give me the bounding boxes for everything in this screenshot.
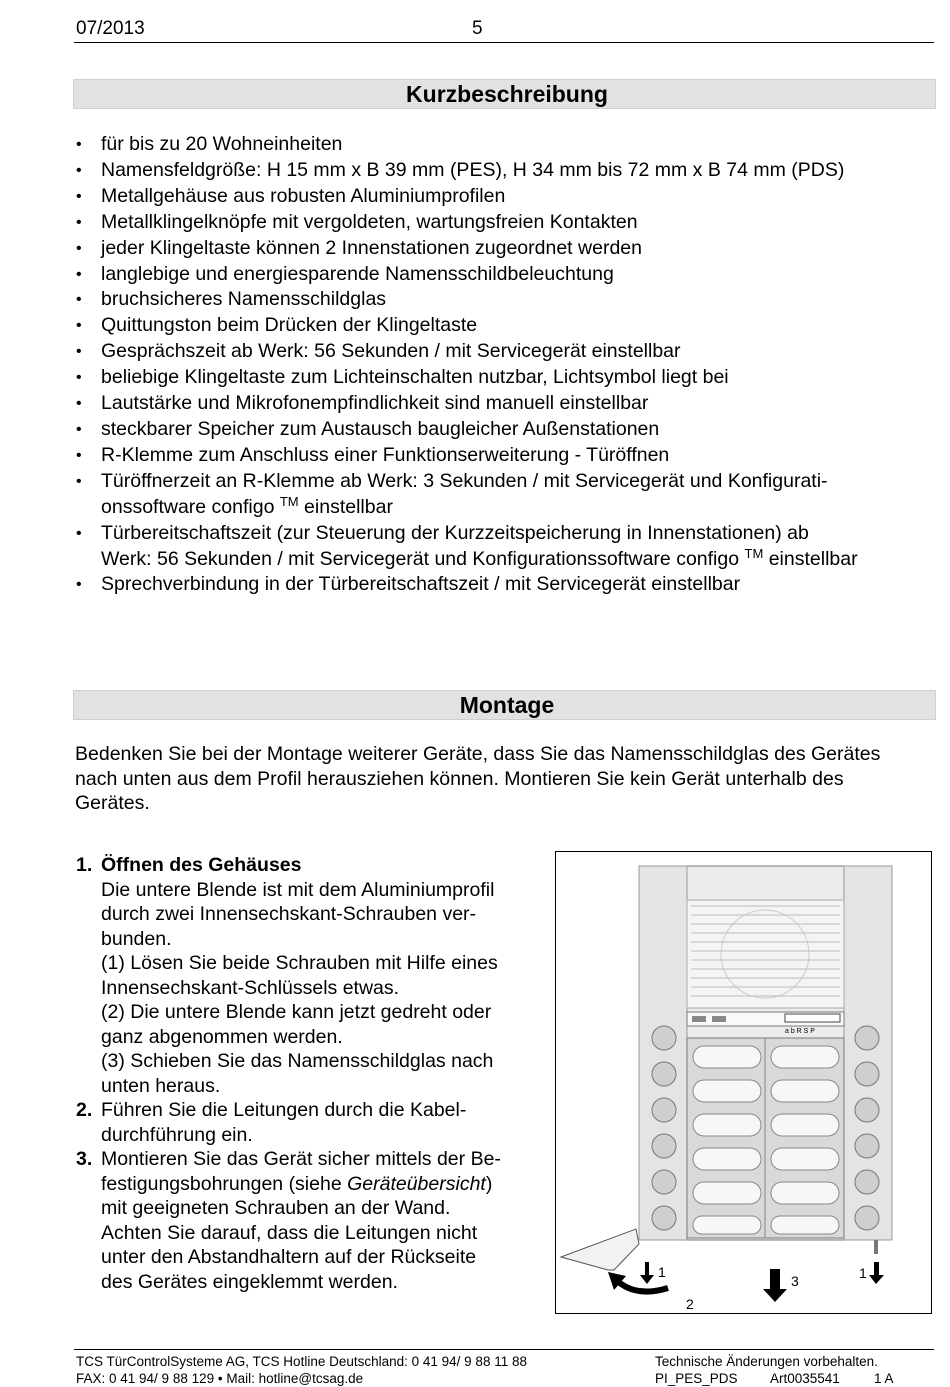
- figure-label-3: 3: [791, 1273, 799, 1289]
- step-2: [76, 1098, 546, 1147]
- feature-item: • für bis zu 20 Wohneinheiten: [76, 132, 936, 158]
- step-1: [76, 853, 546, 1098]
- feature-text: Werk: 56 Sekunden / mit Servicegerät und Konfigurationssoftware configo: [101, 547, 745, 570]
- arrow-down-icon: [869, 1262, 884, 1284]
- step-line: [101, 1172, 546, 1197]
- reference-link-text: Geräteübersicht: [347, 1172, 486, 1195]
- footer-left: [76, 1353, 527, 1387]
- footer-right: [655, 1353, 895, 1387]
- rotate-arrow-icon: [616, 1280, 668, 1292]
- page-number: 5: [472, 18, 483, 39]
- feature-item: • langlebige und energiesparende Namensschildbeleuchtung: [76, 262, 936, 288]
- header-divider: [74, 42, 934, 43]
- step-line: durchführung ein.: [101, 1123, 253, 1146]
- terminal-labels: a b R S P: [785, 1028, 815, 1035]
- feature-item: • beliebige Klingeltaste zum Lichteinschalten nutzbar, Lichtsymbol liegt bei: [76, 365, 936, 391]
- feature-item: • Metallgehäuse aus robusten Aluminiumprofilen: [76, 184, 936, 210]
- feature-item: [76, 469, 936, 521]
- montage-steps: [76, 853, 546, 1294]
- step-line: Innensechskant-Schlüssels etwas.: [101, 976, 400, 999]
- step-line: Achten Sie darauf, dass die Leitungen nicht: [101, 1221, 478, 1244]
- terminal-block: [785, 1014, 840, 1022]
- figure-label-1b: 1: [859, 1265, 867, 1281]
- feature-item: • Lautstärke und Mikrofonempfindlichkeit sind manuell einstellbar: [76, 391, 936, 417]
- step-line: des Gerätes eingeklemmt werden.: [101, 1270, 398, 1293]
- revision: 1 A: [874, 1371, 894, 1386]
- speaker-grille: [687, 900, 844, 1008]
- lower-cover: [561, 1229, 639, 1270]
- step-line: Montieren Sie das Gerät sicher mittels der Be-: [101, 1148, 501, 1170]
- step-line: (3) Schieben Sie das Namensschildglas nach: [101, 1050, 494, 1072]
- section-title-kurzbeschreibung: Kurzbeschreibung: [406, 81, 608, 107]
- step-line: ganz abgenommen werden.: [101, 1025, 343, 1048]
- step-line: bunden.: [101, 927, 172, 950]
- step-title: Öffnen des Gehäuses: [101, 854, 302, 876]
- arrow-down-icon: [763, 1269, 787, 1302]
- device-illustration: [555, 851, 932, 1314]
- step-line: mit geeigneten Schrauben an der Wand.: [101, 1197, 451, 1219]
- feature-text: Türöffnerzeit an R-Klemme ab Werk: 3 Sekunden / mit Servicegerät und Konfigurati-: [101, 469, 828, 492]
- feature-item: • Metallklingelknöpfe mit vergoldeten, wartungsfreien Kontakten: [76, 210, 936, 236]
- figure-label-1: 1: [658, 1264, 666, 1280]
- feature-text: Türbereitschaftszeit (zur Steuerung der Kurzzeitspeicherung in Innenstationen) ab: [101, 521, 809, 544]
- feature-item: [76, 521, 936, 573]
- step-text: ): [485, 1172, 493, 1195]
- trademark-mark: TM: [279, 493, 299, 509]
- step-number: 1.: [76, 854, 93, 876]
- step-number: 2.: [76, 1099, 93, 1121]
- step-number: 3.: [76, 1148, 93, 1170]
- section-heading-bar: [73, 79, 936, 109]
- arrow-down-icon: [640, 1262, 654, 1284]
- figure-label-2: 2: [686, 1296, 694, 1312]
- feature-text: einstellbar: [763, 547, 858, 570]
- feature-item: • steckbarer Speicher zum Austausch baugleicher Außenstationen: [76, 417, 936, 443]
- feature-item: • Gesprächszeit ab Werk: 56 Sekunden / mit Servicegerät einstellbar: [76, 339, 936, 365]
- step-line: durch zwei Innensechskant-Schrauben ver-: [101, 903, 477, 925]
- footer-docref: [655, 1370, 895, 1387]
- header-date: 07/2013: [76, 18, 145, 39]
- footer-contact: [76, 1370, 527, 1387]
- footer-fax: FAX: 0 41 94/ 9 88 129: [76, 1371, 215, 1386]
- footer-mail: Mail: hotline@tcsag.de: [226, 1371, 364, 1386]
- step-line: (1) Lösen Sie beide Schrauben mit Hilfe eines: [101, 952, 498, 974]
- terminal-block: [692, 1016, 706, 1022]
- feature-item: • jeder Klingeltaste können 2 Innenstationen zugeordnet werden: [76, 236, 936, 262]
- step-3: [76, 1147, 546, 1294]
- footer-company: TCS TürControlSysteme AG, TCS Hotline Deutschland: 0 41 94/ 9 88 11 88: [76, 1354, 527, 1369]
- article-number: Art0035541: [770, 1371, 840, 1386]
- terminal-block: [712, 1016, 726, 1022]
- feature-text: onssoftware configo: [101, 495, 280, 518]
- trademark-mark: TM: [744, 545, 764, 561]
- step-line: unten heraus.: [101, 1074, 221, 1097]
- step-line: Führen Sie die Leitungen durch die Kabel-: [101, 1099, 467, 1121]
- feature-list: [76, 132, 936, 598]
- feature-item: • Quittungston beim Drücken der Klingeltaste: [76, 313, 936, 339]
- footer-disclaimer: Technische Änderungen vorbehalten.: [655, 1354, 878, 1369]
- step-line: (2) Die untere Blende kann jetzt gedreht oder: [101, 1001, 492, 1023]
- feature-item: • R-Klemme zum Anschluss einer Funktionserweiterung - Türöffnen: [76, 443, 936, 469]
- footer-divider: [74, 1349, 934, 1350]
- section-title-montage: Montage: [459, 692, 555, 718]
- doc-code: PI_PES_PDS: [655, 1371, 738, 1386]
- step-line: unter den Abstandhaltern auf der Rückseite: [101, 1246, 477, 1268]
- section-heading-bar: [73, 690, 936, 720]
- feature-item: • Namensfeldgröße: H 15 mm x B 39 mm (PES), H 34 mm bis 72 mm x B 74 mm (PDS): [76, 158, 936, 184]
- step-line: Die untere Blende ist mit dem Aluminiumprofil: [101, 878, 495, 901]
- feature-item: • bruchsicheres Namensschildglas: [76, 287, 936, 313]
- feature-text: einstellbar: [298, 495, 393, 518]
- montage-intro: Bedenken Sie bei der Montage weiterer Geräte, dass Sie das Namensschildglas des Gerätes nach unten aus dem Profil herausziehen können. Montieren Sie kein Gerät unterhalb des Gerätes.: [75, 743, 881, 814]
- bullet-separator: •: [217, 1371, 223, 1386]
- door-station-drawing: [556, 852, 933, 1315]
- step-text: festigungsbohrungen (siehe: [101, 1172, 348, 1195]
- feature-item: • Sprechverbindung in der Türbereitschaftszeit / mit Servicegerät einstellbar: [76, 572, 936, 598]
